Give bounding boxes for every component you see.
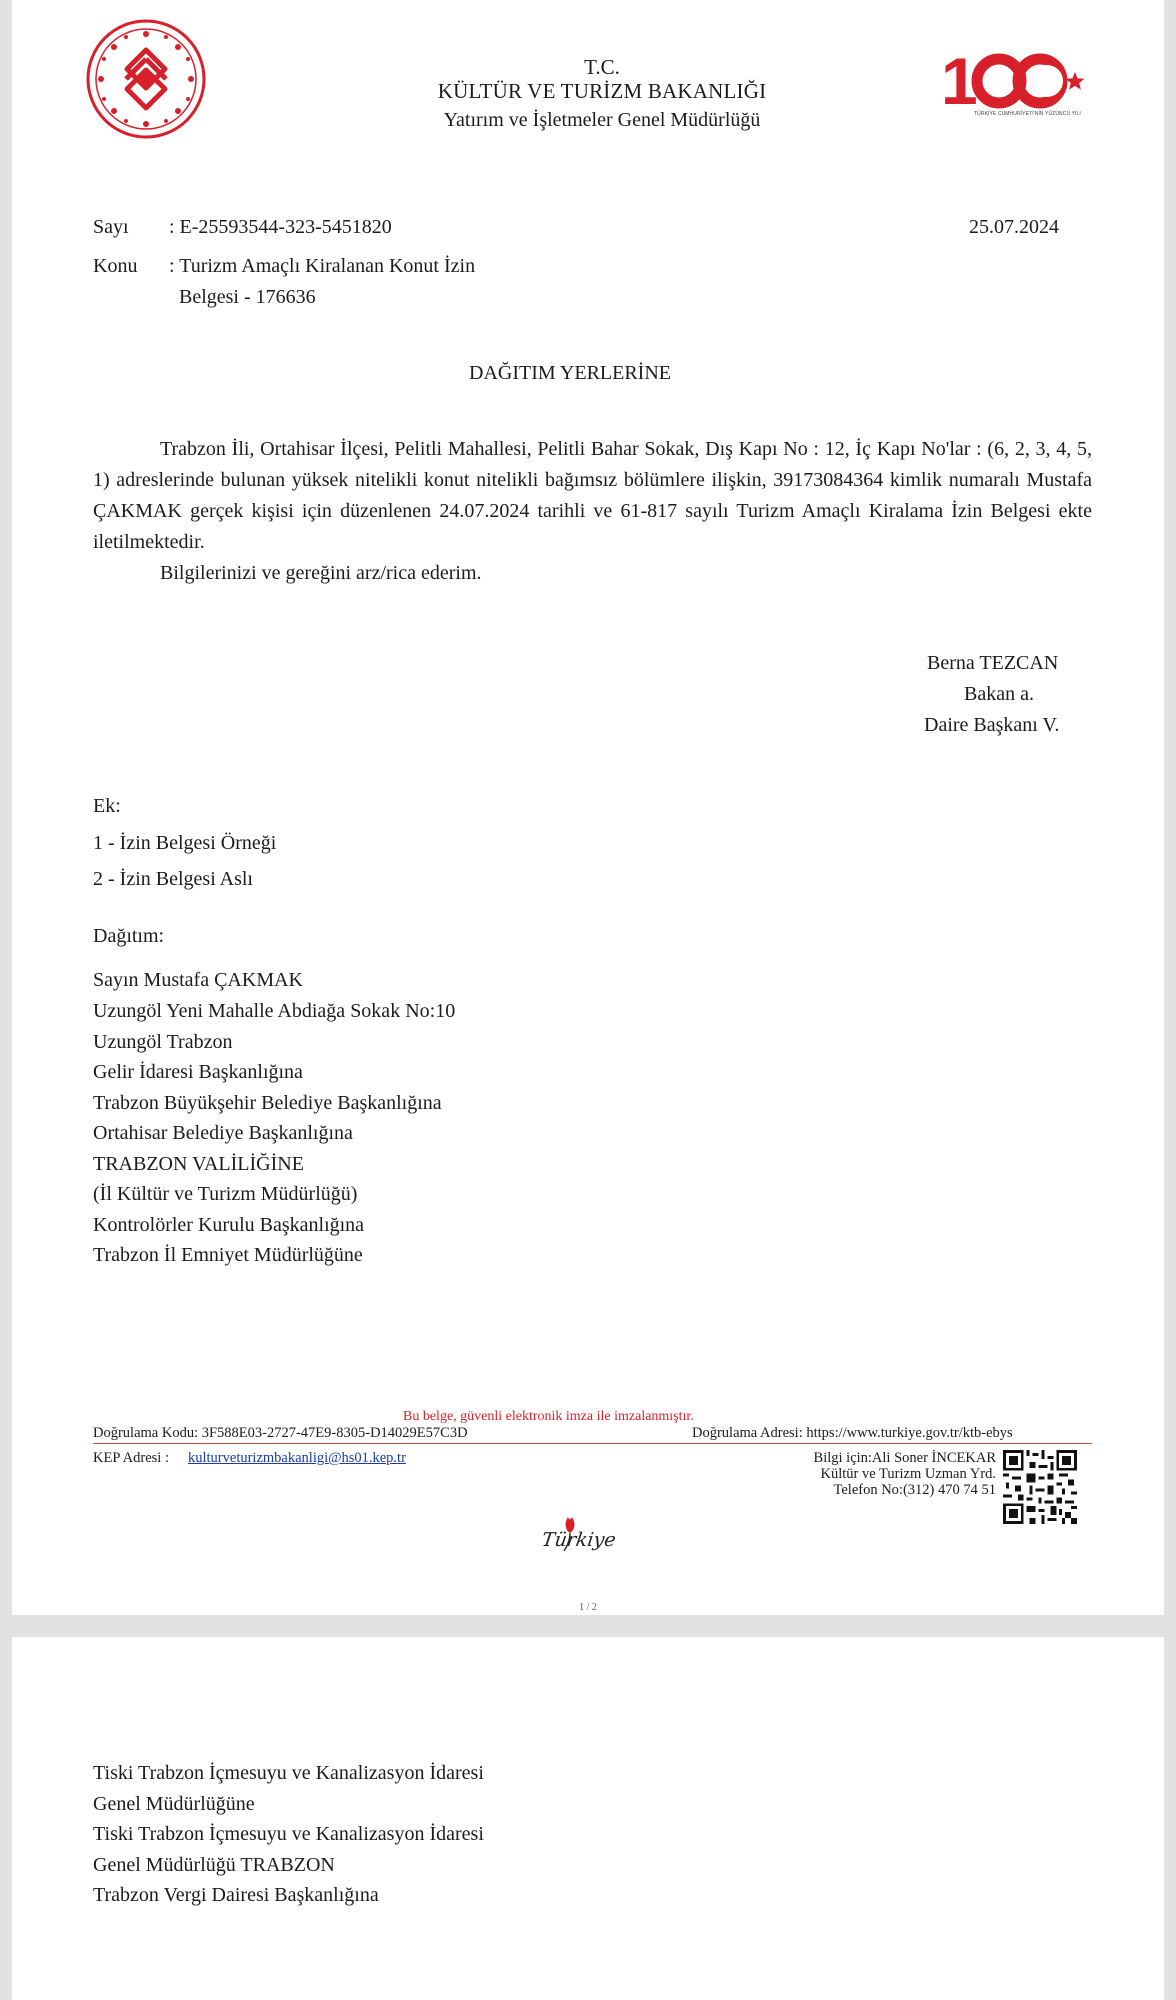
- kep-label: KEP Adresi :: [93, 1450, 169, 1466]
- verification-code: Doğrulama Kodu: 3F588E03-2727-47E9-8305-D14029E57C3D: [93, 1425, 468, 1441]
- body-paragraph-2-text: Bilgilerinizi ve gereğini arz/rica ederim.: [160, 562, 482, 584]
- distribution-item: TRABZON VALİLİĞİNE: [93, 1153, 304, 1175]
- info-title: Kültür ve Turizm Uzman Yrd.: [820, 1466, 996, 1482]
- distribution-item: Uzungöl Yeni Mahalle Abdiağa Sokak No:10: [93, 1000, 456, 1022]
- distribution-item: Tiski Trabzon İçmesuyu ve Kanalizasyon İdaresi: [93, 1762, 484, 1784]
- esign-notice: Bu belge, güvenli elektronik imza ile imzalanmıştır.: [403, 1409, 694, 1424]
- konu-value-line2: Belgesi - 176636: [179, 286, 316, 308]
- header-ministry: KÜLTÜR VE TURİZM BAKANLIĞI: [437, 79, 767, 103]
- footer-divider: [93, 1443, 1092, 1444]
- signatory-title: Daire Başkanı V.: [924, 714, 1060, 736]
- attachments-label: Ek:: [93, 795, 121, 817]
- ministry-emblem-icon: [85, 18, 207, 140]
- document-page-2: [12, 1637, 1164, 2000]
- distribution-item: Trabzon Büyükşehir Belediye Başkanlığına: [93, 1092, 442, 1114]
- distribution-item: Gelir İdaresi Başkanlığına: [93, 1061, 303, 1083]
- sayi-value: : E-25593544-323-5451820: [169, 216, 392, 238]
- document-date: 25.07.2024: [969, 216, 1059, 238]
- distribution-item: Genel Müdürlüğüne: [93, 1793, 255, 1815]
- verification-address: Doğrulama Adresi: https://www.turkiye.gov.tr/ktb-ebys: [692, 1425, 1013, 1441]
- page-number: 1 / 2: [579, 1602, 597, 1613]
- info-phone: Telefon No:(312) 470 74 51: [833, 1482, 996, 1498]
- distribution-item: Genel Müdürlüğü TRABZON: [93, 1854, 335, 1876]
- anniversary-logo-caption: TÜRKİYE CUMHURİYETİ'NİN YÜZÜNCÜ YILI: [974, 111, 1081, 117]
- konu-value-line1: : Turizm Amaçlı Kiralanan Konut İzin: [169, 255, 476, 277]
- svg-text:1: 1: [941, 44, 970, 118]
- distribution-item: Trabzon Vergi Dairesi Başkanlığına: [93, 1884, 379, 1906]
- qr-code-icon: [1003, 1450, 1077, 1524]
- body-paragraph-2: [93, 558, 1092, 589]
- distribution-item: Trabzon İl Emniyet Müdürlüğüne: [93, 1244, 363, 1266]
- document-page-1: [12, 0, 1164, 1615]
- info-contact: Bilgi için:Ali Soner İNCEKAR: [813, 1450, 996, 1466]
- konu-label: Konu: [93, 255, 138, 277]
- attachment-item: 2 - İzin Belgesi Aslı: [93, 868, 253, 890]
- distribution-item: Tiski Trabzon İçmesuyu ve Kanalizasyon İdaresi: [93, 1823, 484, 1845]
- distribution-item: (İl Kültür ve Turizm Müdürlüğü): [93, 1183, 358, 1205]
- distribution-item: Kontrolörler Kurulu Başkanlığına: [93, 1214, 365, 1236]
- body-paragraph-1-text: Trabzon İli, Ortahisar İlçesi, Pelitli Mahallesi, Pelitli Bahar Sokak, Dış Kapı No : 12, İç Kapı No'lar : (6, 2, 3, 4, 5, 1) adreslerinde bulunan yüksek nitelikli konut nitelikli bağımsız bölümlere ilişkin, 39173084364 kimlik numaralı Mustafa ÇAKMAK gerçek kişisi için düzenlenen 24.07.2024 tarihli ve 61-817 sayılı Turizm Amaçlı Kiralama İzin Belgesi ekte iletilmektedir.: [93, 438, 1092, 553]
- sayi-label: Sayı: [93, 216, 129, 238]
- signatory-name: Berna TEZCAN: [927, 652, 1059, 674]
- header-tc: T.C.: [584, 55, 620, 79]
- distribution-label: Dağıtım:: [93, 925, 165, 947]
- distribution-item: Uzungöl Trabzon: [93, 1031, 233, 1053]
- signatory-line2: Bakan a.: [964, 683, 1034, 705]
- body-paragraph-1: [93, 434, 1092, 558]
- anniversary-100-logo: [941, 42, 1091, 122]
- kep-address-link[interactable]: kulturveturizmbakanligi@hs01.kep.tr: [188, 1450, 406, 1466]
- turkiye-logo-text: Türkiye: [540, 1529, 618, 1551]
- recipient-heading: DAĞITIM YERLERİNE: [469, 362, 672, 384]
- turkiye-logo: [538, 1511, 638, 1561]
- distribution-item: Sayın Mustafa ÇAKMAK: [93, 969, 303, 991]
- distribution-item: Ortahisar Belediye Başkanlığına: [93, 1122, 353, 1144]
- attachment-item: 1 - İzin Belgesi Örneği: [93, 832, 277, 854]
- header-directorate: Yatırım ve İşletmeler Genel Müdürlüğü: [443, 109, 761, 131]
- crescent-star-icon: [941, 42, 1091, 122]
